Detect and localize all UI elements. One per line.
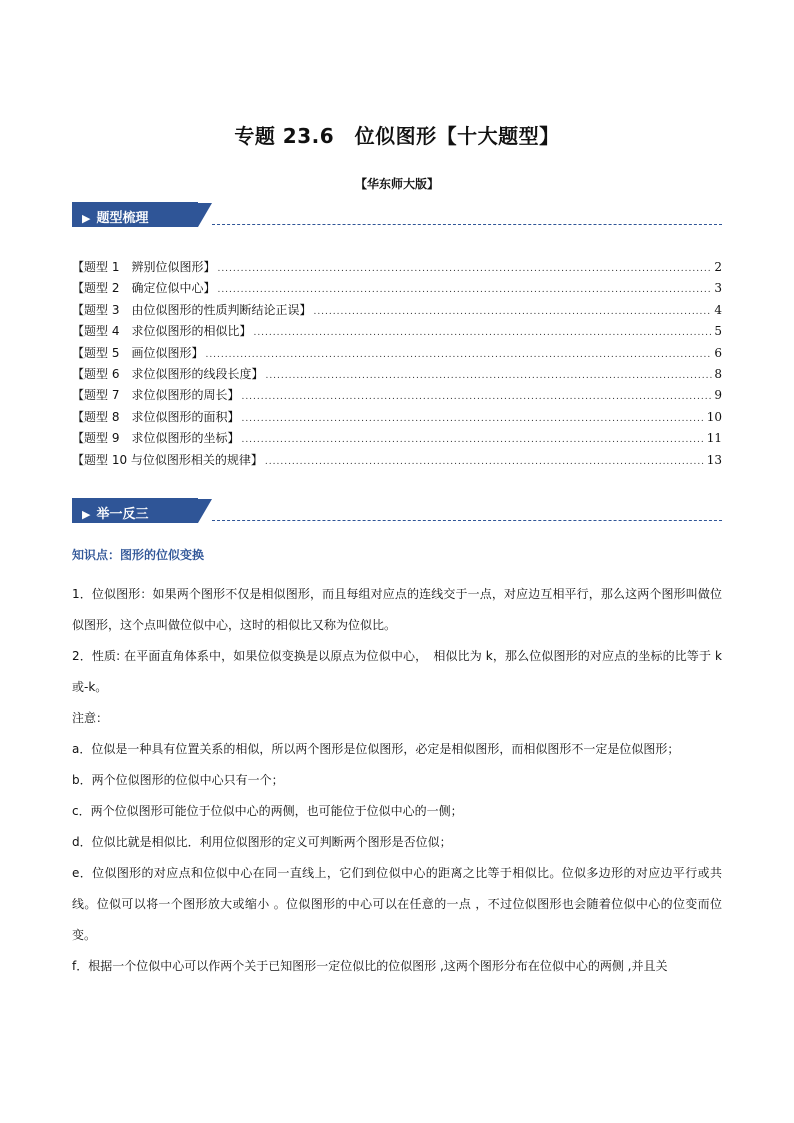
toc-leader-dots <box>205 350 712 360</box>
toc-leader-dots <box>241 414 704 424</box>
toc-item[interactable] <box>72 279 722 300</box>
toc-leader-dots <box>313 307 712 317</box>
body-paragraph: a．位似是一种具有位置关系的相似，所以两个图形是位似图形，必定是相似图形，而相似图形不一定是位似图形； <box>72 742 680 756</box>
toc-item[interactable] <box>72 322 722 343</box>
toc-item[interactable] <box>72 258 722 279</box>
toc-item-label: 【题型 10 与位似图形相关的规律】 <box>72 452 263 467</box>
body-paragraph: 注意： <box>72 711 109 725</box>
body-paragraph: e．位似图形的对应点和位似中心在同一直线上，它们到位似中心的距离之比等于相似比。位似多边形的对应边平行或共线。位似可以将一个图形放大或缩小 。位似图形的中心可以在任意的一点 ，不过位似图形也会随着位似中心的位变而位变。 <box>72 866 722 942</box>
toc-leader-dots <box>265 371 712 381</box>
body-paragraph: f．根据一个位似中心可以作两个关于已知图形一定位似比的位似图形 ,这两个图形分布在位似中心的两侧 ,并且关 <box>72 959 668 973</box>
play-arrow-icon: ▶ <box>82 212 91 225</box>
toc-item[interactable] <box>72 386 722 407</box>
toc-banner <box>72 202 722 228</box>
toc-item-label: 【题型 9 求位似图形的坐标】 <box>72 431 240 446</box>
toc-page-number: 3 <box>714 281 722 296</box>
toc-page-number: 13 <box>706 452 722 467</box>
table-of-contents <box>72 258 722 472</box>
body-paragraph: c．两个位似图形可能位于位似中心的两侧，也可能位于位似中心的一侧； <box>72 804 463 818</box>
toc-item[interactable] <box>72 301 722 322</box>
edition-label: 【华东师大版】 <box>354 177 439 191</box>
toc-leader-dots <box>217 264 712 274</box>
knowledge-heading: 知识点：图形的位似变换 <box>72 548 205 562</box>
toc-leader-dots <box>265 457 705 467</box>
toc-item-label: 【题型 8 求位似图形的面积】 <box>72 409 240 424</box>
banner-label <box>82 503 148 522</box>
dashed-divider <box>212 224 722 225</box>
toc-leader-dots <box>241 435 704 445</box>
toc-item[interactable] <box>72 365 722 386</box>
dashed-divider <box>212 520 722 521</box>
toc-item-label: 【题型 4 求位似图形的相似比】 <box>72 324 252 339</box>
toc-item-label: 【题型 5 画位似图形】 <box>72 345 204 360</box>
banner-label <box>82 207 148 226</box>
toc-item-label: 【题型 6 求位似图形的线段长度】 <box>72 366 264 381</box>
body-paragraph: 1．位似图形：如果两个图形不仅是相似图形，而且每组对应点的连线交于一点，对应边互相平行，那么这两个图形叫做位似图形，这个点叫做位似中心，这时的相似比又称为位似比。 <box>72 587 722 632</box>
toc-item-label: 【题型 2 确定位似中心】 <box>72 281 216 296</box>
toc-page-number: 8 <box>714 366 722 381</box>
toc-item[interactable] <box>72 429 722 450</box>
toc-page-number: 6 <box>714 345 722 360</box>
banner-tab <box>72 498 198 523</box>
toc-leader-dots <box>217 285 712 295</box>
body-paragraph: 2．性质: 在平面直角体系中，如果位似变换是以原点为位似中心， 相似比为 k，那么位似图形的对应点的坐标的比等于 k 或-k。 <box>72 649 722 694</box>
toc-item[interactable] <box>72 451 722 472</box>
knowledge-body <box>72 579 722 982</box>
toc-item-label: 【题型 1 辨别位似图形】 <box>72 260 216 274</box>
toc-leader-dots <box>241 392 712 402</box>
examples-banner <box>72 498 722 524</box>
toc-page-number: 9 <box>714 388 722 403</box>
body-paragraph: b．两个位似图形的位似中心只有一个； <box>72 773 284 787</box>
play-arrow-icon: ▶ <box>82 508 91 521</box>
toc-page-number: 5 <box>714 324 722 339</box>
banner-tab <box>72 202 198 227</box>
toc-page-number: 4 <box>714 302 722 317</box>
examples-banner-label: 举一反三 <box>96 507 149 522</box>
toc-banner-label: 题型梳理 <box>96 211 149 226</box>
toc-item-label: 【题型 3 由位似图形的性质判断结论正误】 <box>72 302 312 317</box>
toc-page-number: 10 <box>706 409 722 424</box>
body-paragraph: d．位似比就是相似比．利用位似图形的定义可判断两个图形是否位似； <box>72 835 452 849</box>
toc-item[interactable] <box>72 344 722 365</box>
document-title: 专题 23.6 位似图形【十大题型】 <box>234 124 560 148</box>
toc-page-number: 11 <box>706 431 722 446</box>
toc-leader-dots <box>253 328 712 338</box>
toc-item-label: 【题型 7 求位似图形的周长】 <box>72 388 240 403</box>
toc-page-number: 2 <box>714 260 722 274</box>
toc-item[interactable] <box>72 408 722 429</box>
